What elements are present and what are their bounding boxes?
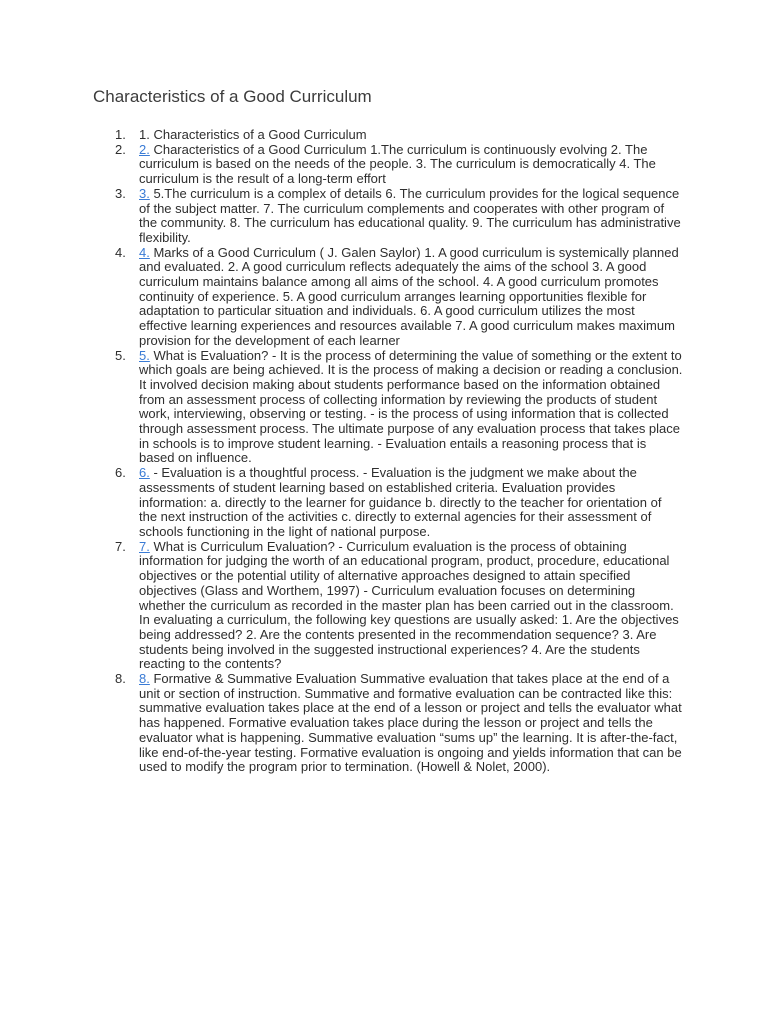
item-number: 8. <box>115 671 126 687</box>
list-item <box>93 349 683 467</box>
document-page <box>93 87 683 775</box>
slide-link[interactable]: 6. <box>139 465 150 481</box>
item-text: What is Evaluation? - It is the process of determining the value of something or the extent to which goals are being achieved. It is the process of making a decision or reading a conclusion. It involved decision making about students performance based on the information obtained from an assessment process of collecting information by reviewing the products of student work, interviewing, observing or testing. - is the process of using information that is collected through assessment process. The ultimate purpose of any evaluation process that takes place in schools is to improve student learning. - Evaluation entails a reasoning process that is based on influence. <box>139 347 683 466</box>
item-text: - Evaluation is a thoughtful process. - Evaluation is the judgment we make about the assessments of student learning based on established criteria. Evaluation provides information: a. directly to the learner for guidance b. directly to the teacher for orientation of the next instruction of the activities c. directly to external agencies for their assessment of schools functioning in the light of national purpose. <box>139 465 662 539</box>
list-item <box>93 540 683 672</box>
slide-link[interactable]: 3. <box>139 185 150 201</box>
list-item <box>93 128 683 143</box>
list-item <box>93 187 683 246</box>
slide-link[interactable]: 5. <box>139 347 150 363</box>
item-text: Formative & Summative Evaluation Summative evaluation that takes place at the end of a unit or section of instruction. Summative and formative evaluation can be contracted like this: summative evaluation takes place at the end of a lesson or project and tells the evaluator what has happened. Formative evaluation takes place during the lesson or project and tells the evaluator what is happening. Summative evaluation “sums up” the learning. It is after-the-fact, like end-of-the-year testing. Formative evaluation is ongoing and yields information that can be used to modify the program prior to termination. (Howell & Nolet, 2000). <box>139 671 682 775</box>
slide-link[interactable]: 7. <box>139 538 150 554</box>
item-text: 5.The curriculum is a complex of details 6. The curriculum provides for the logical sequence of the subject matter. 7. The curriculum complements and cooperates with other program of the community. 8. The curriculum has educational quality. 9. The curriculum has administrative flexibility. <box>139 185 681 245</box>
slide-link[interactable]: 4. <box>139 244 150 260</box>
item-number: 6. <box>115 465 126 481</box>
list-item <box>93 672 683 775</box>
list-item <box>93 143 683 187</box>
item-text: Characteristics of a Good Curriculum 1.The curriculum is continuously evolving 2. The curriculum is based on the needs of the people. 3. The curriculum is democratically 4. The curriculum is the result of a long-term effort <box>139 141 656 187</box>
item-number: 7. <box>115 538 126 554</box>
item-number: 5. <box>115 347 126 363</box>
slide-list <box>93 128 683 775</box>
item-text: Marks of a Good Curriculum ( J. Galen Saylor) 1. A good curriculum is systemically planned and evaluated. 2. A good curriculum reflects adequately the aims of the school 3. A good curriculum maintains balance among all aims of the school. 4. A good curriculum promotes continuity of experience. 5. A good curriculum arranges learning opportunities flexible for adaptation to particular situation and individuals. 6. A good curriculum utilizes the most effective learning experiences and resources available 7. A good curriculum makes maximum provision for the development of each learner <box>139 244 679 348</box>
item-number: 2. <box>115 141 126 157</box>
item-text: What is Curriculum Evaluation? - Curriculum evaluation is the process of obtaining information for judging the worth of an educational program, product, procedure, educational objectives or the potential utility of alternative approaches designed to attain specified objectives (Glass and Worthem, 1997) - Curriculum evaluation focuses on determining whether the curriculum as recorded in the master plan has been carried out in the classroom. In evaluating a curriculum, the following key questions are usually asked: 1. Are the objectives being addressed? 2. Are the contents presented in the recommendation sequence? 3. Are students being involved in the suggested instructional experiences? 4. Are the students reacting to the contents? <box>139 538 679 672</box>
item-number: 1. <box>115 127 126 142</box>
list-item <box>93 246 683 349</box>
item-number: 3. <box>115 185 126 201</box>
item-text: 1. Characteristics of a Good Curriculum <box>139 127 367 142</box>
item-number: 4. <box>115 244 126 260</box>
document-title: Characteristics of a Good Curriculum <box>93 87 372 106</box>
slide-link[interactable]: 2. <box>139 141 150 157</box>
slide-link[interactable]: 8. <box>139 671 150 687</box>
list-item <box>93 466 683 540</box>
